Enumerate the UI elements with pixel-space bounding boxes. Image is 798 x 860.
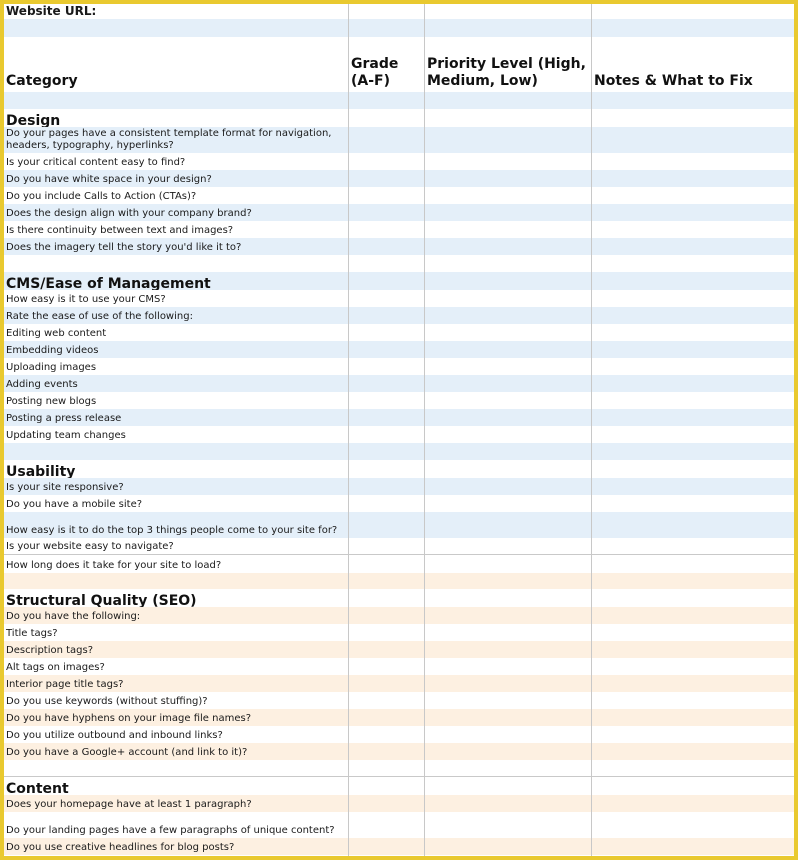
question-text: Do your pages have a consistent template format for navigation, headers, typography, hyperlinks?: [6, 128, 332, 151]
column-header-row: [4, 37, 794, 92]
column-header-grade: Grade (A-F): [351, 56, 399, 89]
question-text: Is there continuity between text and images?: [6, 225, 234, 236]
question-text: Updating team changes: [6, 430, 126, 441]
question-text: Do you include Calls to Action (CTAs)?: [6, 191, 197, 202]
table-row[interactable]: [4, 307, 794, 324]
table-row[interactable]: [4, 478, 794, 495]
question-text: Alt tags on images?: [6, 662, 105, 673]
spacer-row[interactable]: [4, 760, 794, 777]
question-text: Does the imagery tell the story you'd like it to?: [6, 242, 242, 253]
table-row[interactable]: [4, 290, 794, 307]
question-text: Adding events: [6, 379, 78, 390]
table-row[interactable]: [4, 812, 794, 838]
table-row[interactable]: [4, 153, 794, 170]
question-text: Do you have a mobile site?: [6, 499, 143, 510]
section-title-design: Design: [6, 113, 61, 127]
question-text: Do you have the following:: [6, 611, 141, 622]
question-text: How easy is it to do the top 3 things people come to your site for?: [6, 525, 338, 536]
question-text: Interior page title tags?: [6, 679, 124, 690]
table-row[interactable]: [4, 221, 794, 238]
section-title-usability: Usability: [6, 464, 76, 478]
table-row[interactable]: [4, 709, 794, 726]
spacer-row[interactable]: [4, 443, 794, 460]
question-text: Rate the ease of use of the following:: [6, 311, 193, 322]
table-row[interactable]: [4, 127, 794, 153]
question-text: Is your critical content easy to find?: [6, 157, 186, 168]
question-text: Does your homepage have at least 1 paragraph?: [6, 799, 252, 810]
section-title-seo: Structural Quality (SEO): [6, 593, 197, 607]
table-row[interactable]: [4, 795, 794, 812]
column-header-priority: Priority Level (High, Medium, Low): [427, 56, 586, 89]
column-header-notes: Notes & What to Fix: [594, 73, 753, 89]
table-row[interactable]: [4, 641, 794, 658]
table-row[interactable]: [4, 658, 794, 675]
question-text: Posting new blogs: [6, 396, 97, 407]
spacer-row[interactable]: [4, 573, 794, 589]
question-text: Does the design align with your company brand?: [6, 208, 252, 219]
website-url-input-row[interactable]: [4, 19, 794, 37]
table-row[interactable]: [4, 238, 794, 255]
table-row[interactable]: [4, 624, 794, 641]
section-title-content-row[interactable]: [4, 777, 794, 795]
table-row[interactable]: [4, 170, 794, 187]
table-row[interactable]: [4, 409, 794, 426]
question-text: Do you have white space in your design?: [6, 174, 212, 185]
table-row[interactable]: [4, 375, 794, 392]
spacer-row[interactable]: [4, 255, 794, 272]
table-row[interactable]: [4, 204, 794, 221]
table-row[interactable]: [4, 358, 794, 375]
question-text: Title tags?: [6, 628, 58, 639]
question-text: How easy is it to use your CMS?: [6, 294, 166, 305]
table-row[interactable]: [4, 187, 794, 204]
question-text: Uploading images: [6, 362, 97, 373]
column-header-category: Category: [6, 73, 78, 89]
table-row[interactable]: [4, 675, 794, 692]
table-row[interactable]: [4, 512, 794, 538]
table-row[interactable]: [4, 538, 794, 555]
column-divider: [424, 4, 425, 856]
table-row[interactable]: [4, 495, 794, 512]
website-url-label: Website URL:: [6, 4, 97, 18]
table-rows: [4, 4, 794, 855]
question-text: Is your site responsive?: [6, 482, 124, 493]
section-title-usability-row[interactable]: [4, 460, 794, 478]
section-title-cms: CMS/Ease of Management: [6, 276, 211, 290]
question-text: Description tags?: [6, 645, 94, 656]
column-divider: [591, 4, 592, 856]
section-title-cms-row[interactable]: [4, 272, 794, 290]
table-row[interactable]: [4, 341, 794, 358]
table-row[interactable]: [4, 726, 794, 743]
question-text: Do you utilize outbound and inbound links?: [6, 730, 223, 741]
website-url-row[interactable]: [4, 4, 794, 19]
column-divider: [348, 4, 349, 856]
question-text: Do you use keywords (without stuffing)?: [6, 696, 208, 707]
question-text: Embedding videos: [6, 345, 99, 356]
question-text: Do you have a Google+ account (and link to it)?: [6, 747, 248, 758]
question-text: How long does it take for your site to load?: [6, 560, 222, 571]
table-row[interactable]: [4, 392, 794, 409]
table-row[interactable]: [4, 692, 794, 709]
question-text: Is your website easy to navigate?: [6, 541, 174, 552]
section-title-seo-row[interactable]: [4, 589, 794, 607]
question-text: Do you use creative headlines for blog posts?: [6, 842, 235, 853]
table-row[interactable]: [4, 324, 794, 341]
table-row[interactable]: [4, 838, 794, 855]
table-row[interactable]: [4, 555, 794, 573]
question-text: Do your landing pages have a few paragraphs of unique content?: [6, 825, 335, 836]
section-title-design-row[interactable]: [4, 109, 794, 127]
question-text: Do you have hyphens on your image file names?: [6, 713, 251, 724]
table-row[interactable]: [4, 743, 794, 760]
question-text: Posting a press release: [6, 413, 122, 424]
question-text: Editing web content: [6, 328, 107, 339]
table-row[interactable]: [4, 426, 794, 443]
table-row[interactable]: [4, 607, 794, 624]
section-title-content: Content: [6, 781, 69, 795]
spacer-row[interactable]: [4, 92, 794, 109]
